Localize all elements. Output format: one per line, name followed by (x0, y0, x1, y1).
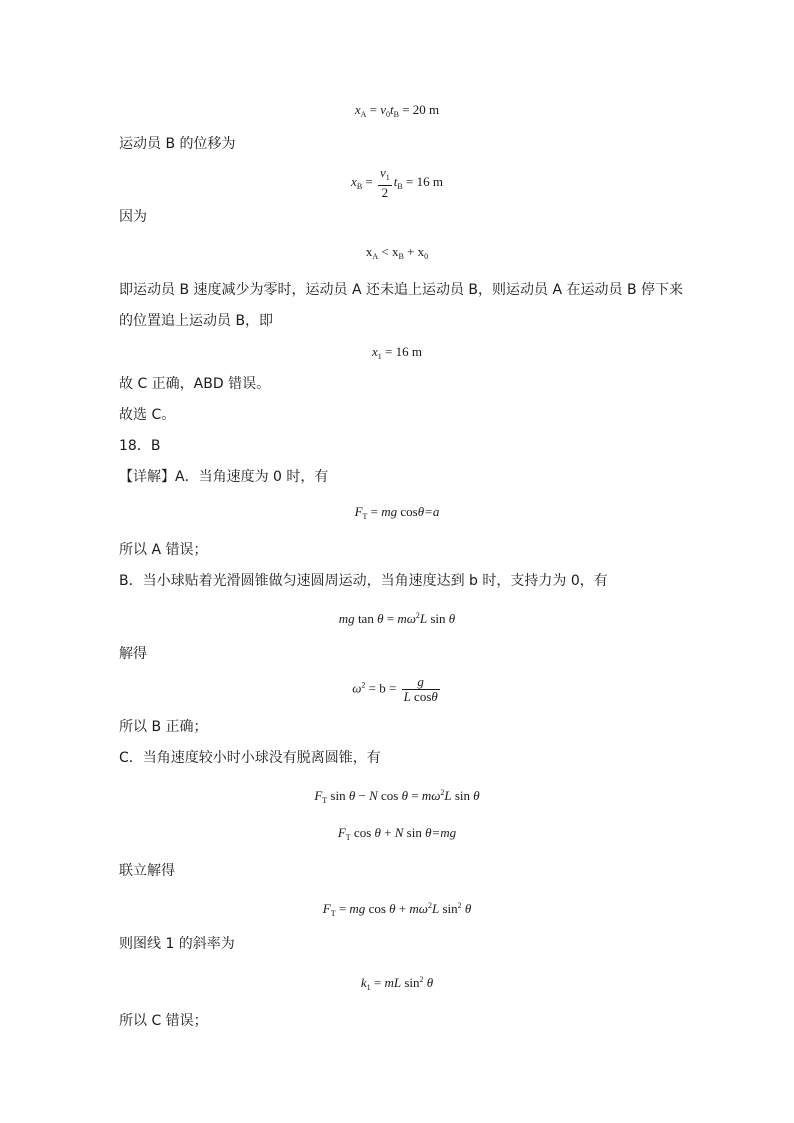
equation-tension-general: $F_T$ = mg $\cos \theta + m\omega^2L$ $\sin^2 \theta$ (322, 901, 472, 918)
equation-horizontal-force: $F_T$ sin θ − N $\cos \theta = m\omega^2L$ sin θ (314, 788, 480, 805)
equation-tension-zero: $F_T$ = mg cosθ=a (354, 504, 440, 521)
paragraph-solve: 解得 (119, 646, 147, 662)
fraction: $\frac{g}{\text{L cosθ}}$ (403, 674, 438, 704)
equation-inequality: $x_A < x_B + x_0$ (365, 244, 429, 261)
question-number-18: 18．B (119, 438, 161, 454)
paragraph-c-correct: 故 C 正确，ABD 错误。 (119, 376, 271, 392)
paragraph-a-wrong: 所以 A 错误； (119, 542, 208, 558)
paragraph-slope: 则图线 1 的斜率为 (119, 936, 235, 952)
paragraph-b-correct: 所以 B 正确； (119, 719, 208, 735)
paragraph-explanation-line1: 即运动员 B 速度减少为零时，运动员 A 还未追上运动员 B，则运动员 A 在运动员 B 停下来 (119, 282, 684, 298)
equation-xa: $x_A = v_0t_B = 20$ m (354, 102, 440, 119)
paragraph-choose-c: 故选 C。 (119, 407, 176, 423)
paragraph-c-wrong: 所以 C 错误； (119, 1013, 208, 1029)
equation-xb: $x_B$ = $\frac{v_1}{2}$ $t_B = 16$ m (351, 165, 443, 200)
paragraph-displacement-b: 运动员 B 的位移为 (119, 136, 236, 152)
equation-tan-balance: mg $\tan \theta = m\omega^2L$ sin θ (338, 611, 456, 626)
equation-omega-squared: $\omega^2 = b$ = $\frac{g}{\text{L cosθ}}$ (352, 674, 438, 704)
paragraph-combine-solve: 联立解得 (119, 863, 175, 879)
equation-x1: $x_1 = 16$ m (372, 344, 422, 361)
paragraph-explanation-line2: 的位置追上运动员 B，即 (119, 313, 274, 329)
paragraph-detail-c: C．当角速度较小时小球没有脱离圆锥，有 (119, 750, 381, 766)
equation-vertical-force: $F_T$ cos θ + N sin θ=mg (337, 825, 457, 842)
paragraph-because: 因为 (119, 209, 147, 225)
paragraph-detail-b: B．当小球贴着光滑圆锥做匀速圆周运动，当角速度达到 b 时，支持力为 0，有 (119, 573, 608, 589)
equation-slope-k1: $k_1$ = mL $\sin^2 \theta$ (360, 975, 434, 992)
paragraph-detail-a: 【详解】A．当角速度为 0 时，有 (119, 469, 329, 485)
fraction: $\frac{v_1}{2}$ (380, 165, 390, 200)
